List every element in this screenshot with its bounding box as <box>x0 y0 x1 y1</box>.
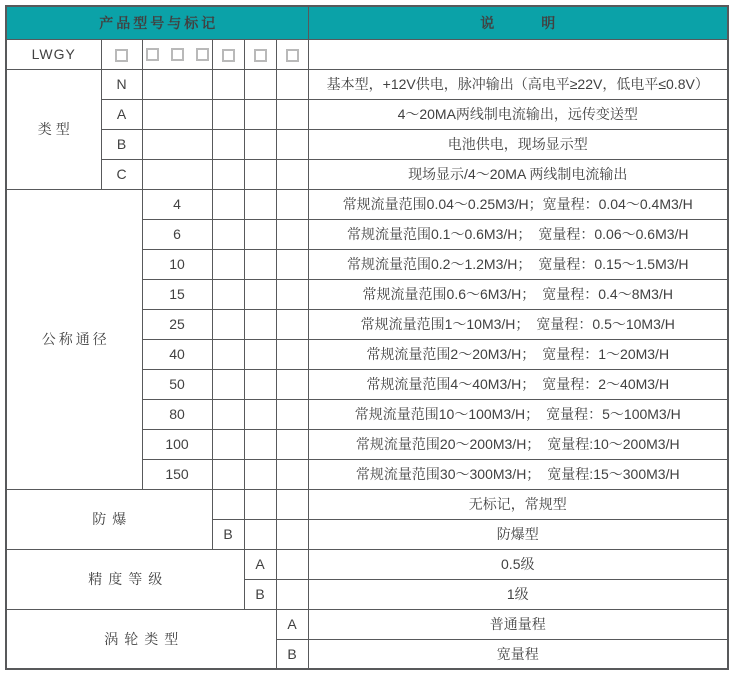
empty-cell <box>212 159 244 189</box>
empty-cell <box>276 279 308 309</box>
empty-cell <box>212 369 244 399</box>
empty-cell <box>244 519 276 549</box>
checkbox-icon <box>286 49 299 62</box>
model-selection-table <box>5 5 729 670</box>
model-code: LWGY <box>6 39 101 69</box>
diameter-desc: 常规流量范围0.1～0.6M3/H； 宽量程：0.06～0.6M3/H <box>308 219 728 249</box>
type-code: C <box>101 159 142 189</box>
checkbox-icon <box>146 48 159 61</box>
turbine-section-label: 涡轮类型 <box>6 609 276 669</box>
empty-cell <box>276 519 308 549</box>
empty-cell <box>212 249 244 279</box>
explosion-desc: 防爆型 <box>308 519 728 549</box>
empty-cell <box>212 279 244 309</box>
header-description: 说明 <box>308 6 728 39</box>
diameter-desc: 常规流量范围0.6～6M3/H； 宽量程：0.4～8M3/H <box>308 279 728 309</box>
empty-cell <box>212 129 244 159</box>
diameter-desc: 常规流量范围2～20M3/H； 宽量程：1～20M3/H <box>308 339 728 369</box>
empty-cell <box>276 579 308 609</box>
empty-cell <box>276 339 308 369</box>
explosion-desc: 无标记，常规型 <box>308 489 728 519</box>
diameter-desc: 常规流量范围0.2～1.2M3/H； 宽量程：0.15～1.5M3/H <box>308 249 728 279</box>
empty-cell <box>276 489 308 519</box>
turbine-code: A <box>276 609 308 639</box>
explosion-section-label: 防爆 <box>6 489 212 549</box>
empty-cell <box>212 99 244 129</box>
explosion-code: B <box>212 519 244 549</box>
empty-cell <box>244 99 276 129</box>
type-row <box>6 69 728 99</box>
type-row <box>6 129 728 159</box>
model-slot-cell <box>276 39 308 69</box>
accuracy-code: B <box>244 579 276 609</box>
empty-cell <box>142 159 212 189</box>
empty-cell <box>276 129 308 159</box>
empty-cell <box>276 429 308 459</box>
diameter-section-label: 公称通径 <box>6 189 142 489</box>
empty-cell <box>276 159 308 189</box>
empty-cell <box>244 489 276 519</box>
checkbox-icon <box>254 49 267 62</box>
diameter-desc: 常规流量范围30～300M3/H； 宽量程:15～300M3/H <box>308 459 728 489</box>
empty-cell <box>212 219 244 249</box>
type-row <box>6 99 728 129</box>
empty-cell <box>276 459 308 489</box>
type-code: N <box>101 69 142 99</box>
model-slot-cell <box>212 39 244 69</box>
model-slot-cell <box>101 39 142 69</box>
accuracy-code: A <box>244 549 276 579</box>
type-code: B <box>101 129 142 159</box>
type-code: A <box>101 99 142 129</box>
empty-cell <box>276 369 308 399</box>
empty-cell <box>276 399 308 429</box>
diameter-desc: 常规流量范围4～40M3/H； 宽量程：2～40M3/H <box>308 369 728 399</box>
turbine-desc: 宽量程 <box>308 639 728 669</box>
turbine-desc: 普通量程 <box>308 609 728 639</box>
empty-cell <box>276 549 308 579</box>
empty-cell <box>276 69 308 99</box>
checkbox-icon <box>222 49 235 62</box>
checkbox-group <box>145 40 210 69</box>
diameter-code: 6 <box>142 219 212 249</box>
empty-cell <box>276 189 308 219</box>
empty-cell <box>244 459 276 489</box>
turbine-code: B <box>276 639 308 669</box>
accuracy-desc: 1级 <box>308 579 728 609</box>
type-desc: 4～20MA两线制电流输出，远传变送型 <box>308 99 728 129</box>
accuracy-row <box>6 549 728 579</box>
model-row <box>6 39 728 69</box>
accuracy-desc: 0.5级 <box>308 549 728 579</box>
diameter-desc: 常规流量范围20～200M3/H； 宽量程:10～200M3/H <box>308 429 728 459</box>
checkbox-icon <box>115 49 128 62</box>
header-model-mark: 产品型号与标记 <box>6 6 308 39</box>
empty-cell <box>212 309 244 339</box>
explosion-row <box>6 489 728 519</box>
diameter-code: 15 <box>142 279 212 309</box>
empty-cell <box>308 39 728 69</box>
empty-cell <box>212 339 244 369</box>
turbine-row <box>6 609 728 639</box>
empty-cell <box>212 429 244 459</box>
type-section-label: 类型 <box>6 69 101 189</box>
diameter-code: 50 <box>142 369 212 399</box>
type-row <box>6 159 728 189</box>
header-row <box>6 6 728 39</box>
diameter-code: 100 <box>142 429 212 459</box>
explosion-code <box>212 489 244 519</box>
empty-cell <box>244 219 276 249</box>
diameter-desc: 常规流量范围1～10M3/H； 宽量程：0.5～10M3/H <box>308 309 728 339</box>
empty-cell <box>244 279 276 309</box>
type-desc: 电池供电，现场显示型 <box>308 129 728 159</box>
empty-cell <box>244 249 276 279</box>
empty-cell <box>244 159 276 189</box>
diameter-row <box>6 189 728 219</box>
type-desc: 现场显示/4～20MA 两线制电流输出 <box>308 159 728 189</box>
empty-cell <box>244 309 276 339</box>
diameter-desc: 常规流量范围10～100M3/H； 宽量程：5～100M3/H <box>308 399 728 429</box>
checkbox-icon <box>171 48 184 61</box>
empty-cell <box>212 69 244 99</box>
empty-cell <box>212 459 244 489</box>
empty-cell <box>212 189 244 219</box>
empty-cell <box>276 249 308 279</box>
checkbox-icon <box>196 48 209 61</box>
empty-cell <box>244 189 276 219</box>
diameter-desc: 常规流量范围0.04～0.25M3/H；宽量程：0.04～0.4M3/H <box>308 189 728 219</box>
empty-cell <box>276 219 308 249</box>
diameter-code: 10 <box>142 249 212 279</box>
diameter-code: 150 <box>142 459 212 489</box>
empty-cell <box>244 69 276 99</box>
empty-cell <box>244 369 276 399</box>
empty-cell <box>244 399 276 429</box>
empty-cell <box>276 99 308 129</box>
empty-cell <box>142 129 212 159</box>
empty-cell <box>244 129 276 159</box>
empty-cell <box>142 99 212 129</box>
type-desc: 基本型，+12V供电，脉冲输出（高电平≥22V，低电平≤0.8V） <box>308 69 728 99</box>
empty-cell <box>142 69 212 99</box>
accuracy-section-label: 精度等级 <box>6 549 244 609</box>
empty-cell <box>276 309 308 339</box>
empty-cell <box>212 399 244 429</box>
empty-cell <box>244 429 276 459</box>
diameter-code: 4 <box>142 189 212 219</box>
empty-cell <box>244 339 276 369</box>
diameter-code: 25 <box>142 309 212 339</box>
model-slot-cell <box>142 39 212 69</box>
diameter-code: 40 <box>142 339 212 369</box>
diameter-code: 80 <box>142 399 212 429</box>
model-slot-cell <box>244 39 276 69</box>
